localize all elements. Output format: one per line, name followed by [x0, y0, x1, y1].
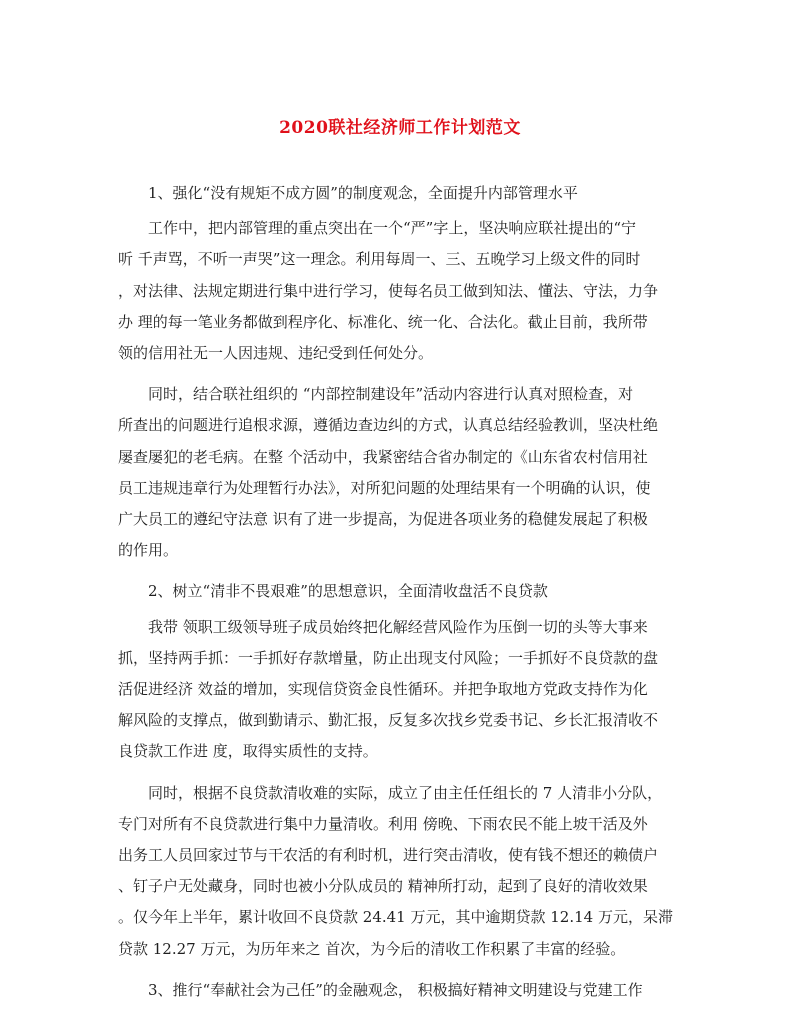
text-line: 同时，根据不良贷款清收难的实际，成立了由主任任组长的 7 人清非小分队，: [148, 783, 663, 802]
text-line: 3、推行“奉献社会为己任”的金融观念， 积极搞好精神文明建设与党建工作: [148, 980, 643, 999]
body-paragraph-4: [118, 778, 684, 965]
body-paragraph-3: [118, 612, 684, 768]
text-line: 专门对所有不良贷款进行集中力量清收。利用 傍晚、下雨农民不能上坡干活及外: [118, 814, 648, 833]
document-title: 2020联社经济师工作计划范文: [279, 118, 521, 138]
text-line: 办 理的每一笔业务都做到程序化、标准化、统一化、合法化。截止目前，我所带: [118, 312, 648, 331]
text-line: 解风险的支撑点，做到勤请示、勤汇报，反复多次找乡党委书记、乡长汇报清收不: [118, 711, 659, 730]
text-line: 屡查屡犯的老毛病。在整 个活动中，我紧密结合省办制定的《山东省农村信用社: [118, 447, 648, 466]
text-line: 。仅今年上半年，累计收回不良贷款 24.41 万元，其中逾期贷款 12.14 万元，呆滞: [118, 908, 673, 927]
body-paragraph-1: [118, 213, 684, 369]
text-line: 良贷款工作进 度，取得实质性的支持。: [118, 742, 378, 761]
text-line: 1、强化“没有规矩不成方圆”的制度观念，全面提升内部管理水平: [148, 184, 578, 202]
body-paragraph-2: [118, 379, 684, 566]
text-line: 出务工人员回家过节与干农活的有利时机，进行突击清收，使有钱不想还的赖债户: [118, 846, 659, 865]
text-line: 领的信用社无一人因违规、违纪受到任何处分。: [118, 344, 434, 363]
text-line: 广大员工的遵纪守法意 识有了进一步提高，为促进各项业务的稳健发展起了积极: [118, 510, 648, 529]
text-line: 所查出的问题进行追根求源，遵循边查边纠的方式，认真总结经验教训，坚决杜绝: [118, 416, 659, 435]
section-heading-2: [118, 576, 684, 607]
text-line: 活促进经济 效益的增加，实现信贷资金良性循环。并把争取地方党政支持作为化: [118, 680, 648, 699]
text-line: 工作中，把内部管理的重点突出在一个“严”字上，坚决响应联社提出的“宁: [148, 219, 637, 238]
section-heading-1: [118, 178, 684, 209]
text-line: 、钉子户无处藏身，同时也被小分队成员的 精神所打动，起到了良好的清收效果: [118, 877, 648, 896]
text-line: 2、树立“清非不畏艰难”的思想意识，全面清收盘活不良贷款: [148, 582, 548, 601]
text-line: 我带 领职工级领导班子成员始终把化解经营风险作为压倒一切的头等大事来: [148, 617, 648, 636]
text-line: ，对法律、法规定期进行集中进行学习，使每名员工做到知法、懂法、守法，力争: [118, 281, 659, 300]
text-line: 听 千声骂，不听一声哭”这一理念。利用每周一、三、五晚学习上级文件的同时: [118, 250, 641, 269]
text-line: 贷款 12.27 万元，为历年来之 首次，为今后的清收工作积累了丰富的经验。: [118, 939, 626, 958]
document-body: [118, 178, 684, 1010]
text-line: 员工违规违章行为处理暂行办法》，对所犯问题的处理结果有一个明确的认识，使: [118, 478, 651, 497]
section-heading-3: [118, 975, 684, 1006]
text-line: 同时，结合联社组织的 “内部控制建设年”活动内容进行认真对照检查，对: [148, 385, 634, 404]
text-line: 的作用。: [118, 541, 179, 560]
text-line: 抓，坚持两手抓：一手抓好存款增量，防止出现支付风险；一手抓好不良贷款的盘: [118, 648, 659, 667]
